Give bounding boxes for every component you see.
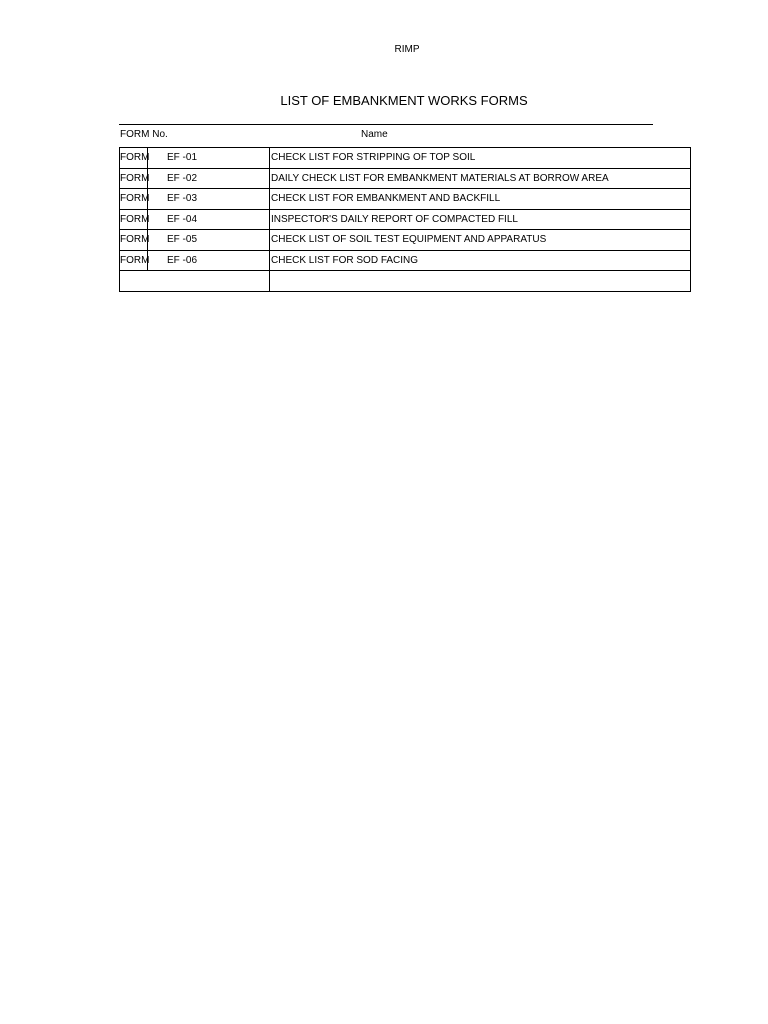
form-name: CHECK LIST FOR STRIPPING OF TOP SOIL: [270, 148, 691, 169]
table-row: [120, 148, 691, 169]
form-prefix: FORM: [120, 172, 150, 184]
table-row: [120, 189, 691, 210]
form-number-cell: [120, 250, 270, 271]
forms-table: [119, 147, 691, 292]
empty-form-number-cell: [120, 271, 270, 292]
cell-divider: [147, 230, 148, 251]
form-prefix: FORM: [120, 234, 150, 245]
header-code: RIMP: [394, 44, 420, 55]
cell-divider: [147, 250, 148, 271]
form-number-cell: [120, 148, 270, 169]
form-name: CHECK LIST FOR SOD FACING: [270, 250, 691, 271]
table-row-empty: [120, 271, 691, 292]
cell-divider: [147, 148, 148, 169]
empty-form-name-cell: [270, 271, 691, 292]
form-code: EF -04: [167, 213, 198, 225]
cell-divider: [147, 168, 148, 189]
form-number-cell: [120, 230, 270, 251]
table-row: [120, 168, 691, 189]
form-name: CHECK LIST FOR EMBANKMENT AND BACKFILL: [270, 189, 691, 210]
form-prefix: FORM: [120, 254, 150, 266]
title-rule: [119, 124, 653, 125]
page-title: LIST OF EMBANKMENT WORKS FORMS: [280, 93, 528, 108]
table-row: [120, 250, 691, 271]
form-name: CHECK LIST OF SOIL TEST EQUIPMENT AND APPARATUS: [270, 230, 691, 251]
table-row: [120, 209, 691, 230]
column-header-form-no: FORM No.: [120, 129, 168, 140]
form-prefix: FORM: [120, 213, 150, 225]
form-prefix: FORM: [120, 193, 150, 204]
form-number-cell: [120, 168, 270, 189]
form-number-cell: [120, 209, 270, 230]
form-name: DAILY CHECK LIST FOR EMBANKMENT MATERIALS AT BORROW AREA: [270, 168, 691, 189]
form-code: EF -06: [167, 254, 198, 266]
form-code: EF -02: [167, 172, 198, 184]
cell-divider: [147, 189, 148, 210]
form-code: EF -05: [167, 234, 198, 245]
cell-divider: [147, 209, 148, 230]
form-code: EF -03: [167, 193, 198, 204]
form-code: EF -01: [167, 152, 198, 163]
form-name: INSPECTOR'S DAILY REPORT OF COMPACTED FILL: [270, 209, 691, 230]
column-header-name: Name: [361, 129, 388, 140]
form-prefix: FORM: [120, 152, 150, 163]
form-number-cell: [120, 189, 270, 210]
table-row: [120, 230, 691, 251]
